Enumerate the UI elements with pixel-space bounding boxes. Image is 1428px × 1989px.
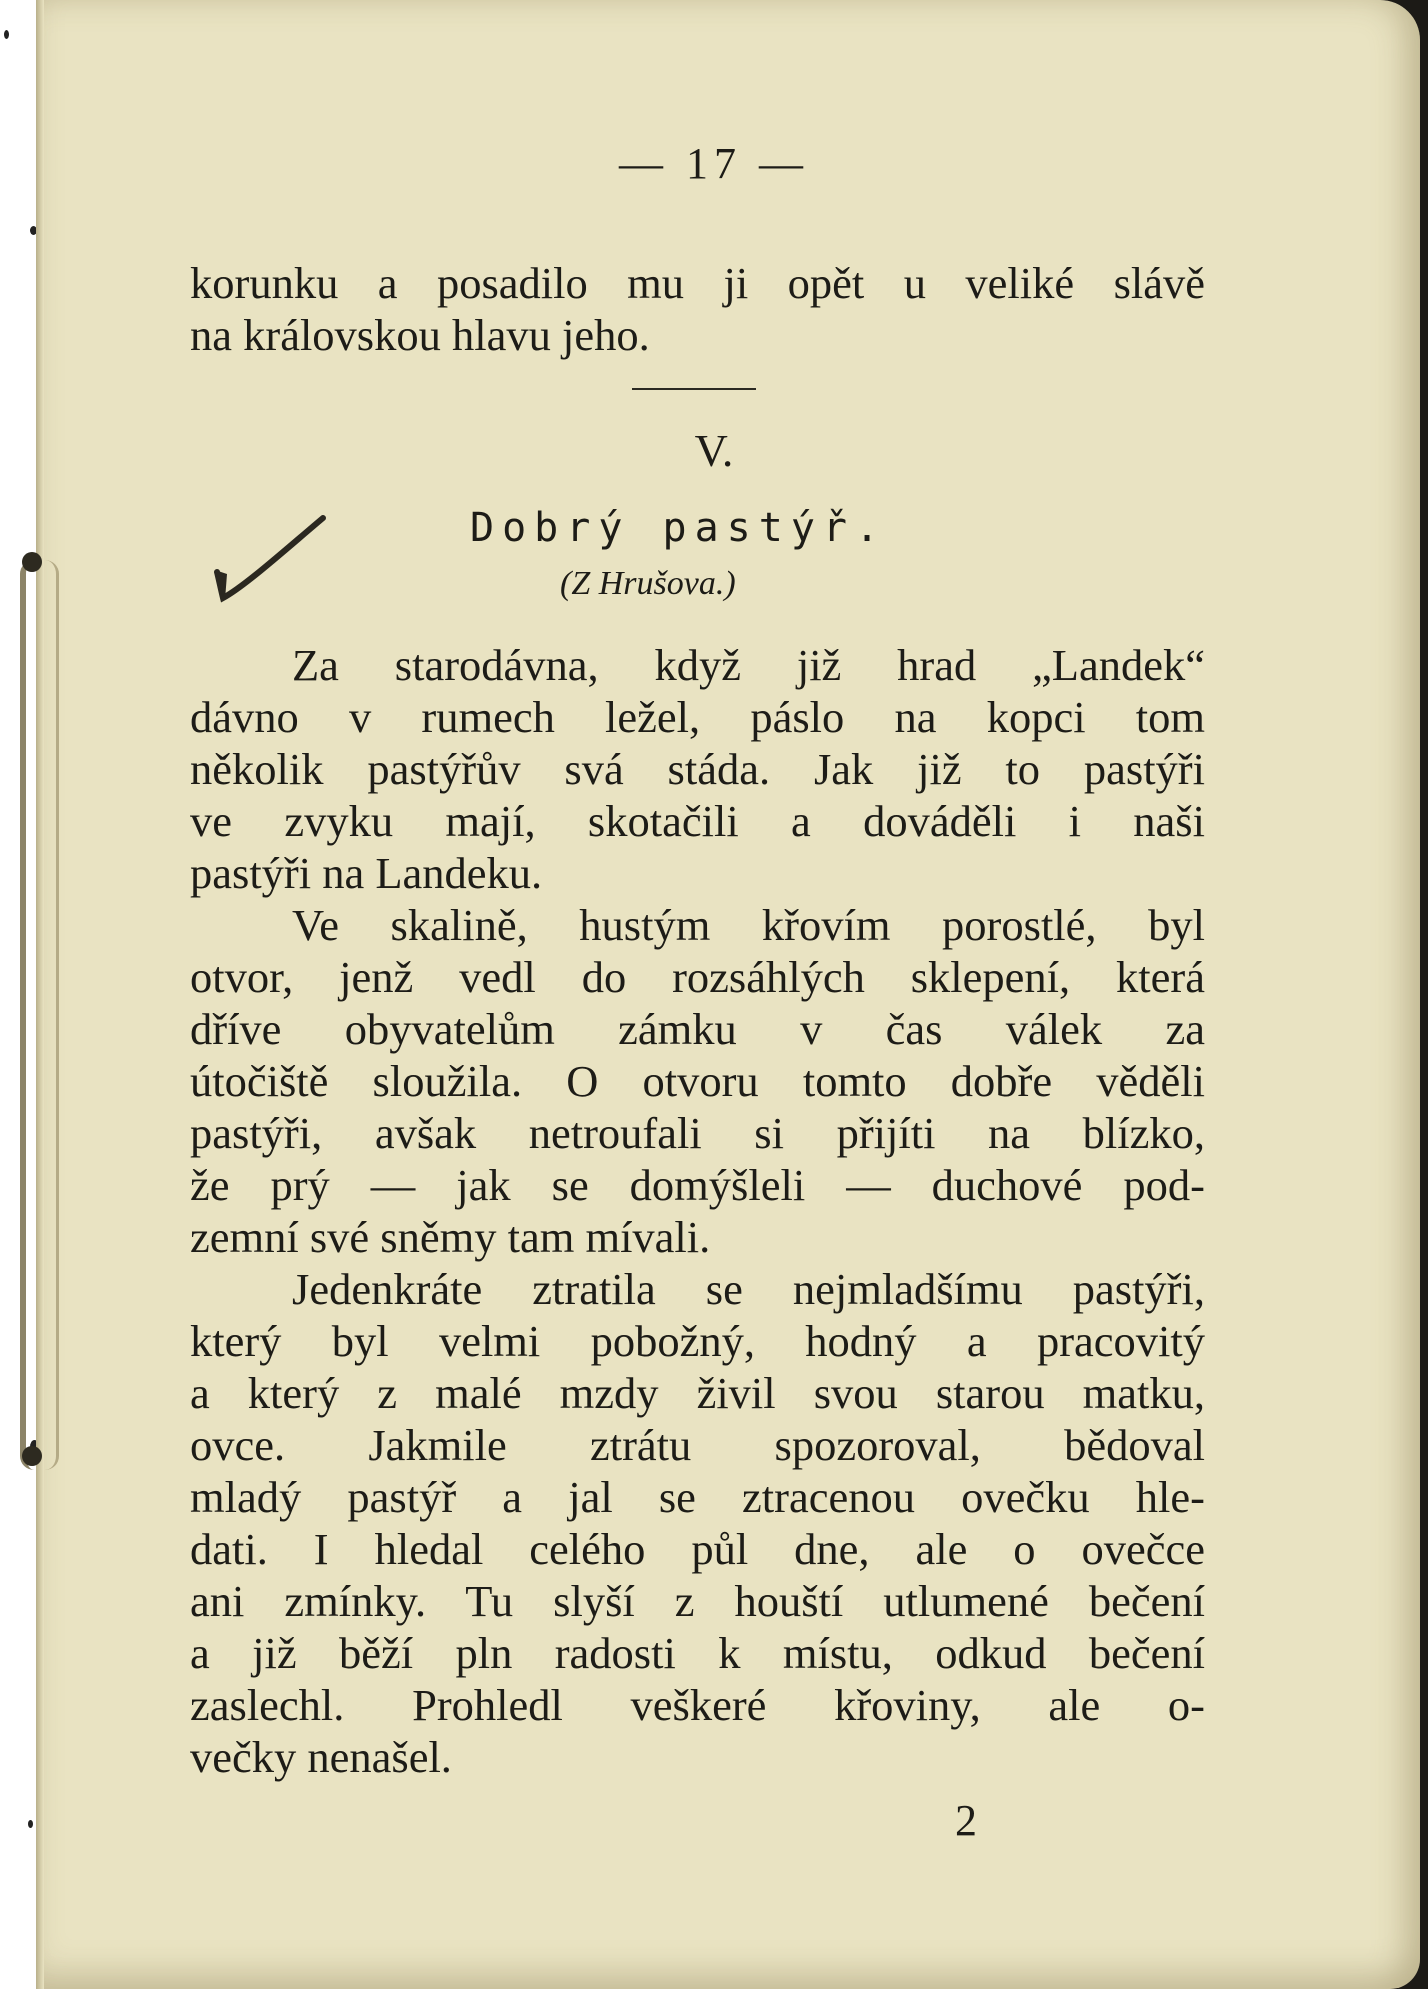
text-line: několik pastýřův svá stáda. Jak již to pastýři (190, 744, 1205, 794)
text-line: a který z malé mzdy živil svou starou matku, (190, 1368, 1205, 1418)
text-line: ani zmínky. Tu slyší z houští utlumené bečení (190, 1576, 1205, 1626)
text-line: Za starodávna, když již hrad „Landek“ (292, 640, 1205, 690)
text-line: ve zvyku mají, skotačili a dováděli i naši (190, 796, 1205, 846)
text-line: a již běží pln radosti k místu, odkud bečení (190, 1628, 1205, 1678)
text-line: pastýři, avšak netroufali si přijíti na blízko, (190, 1108, 1205, 1158)
page-number: — 17 — (619, 139, 809, 188)
text-line: ovce. Jakmile ztrátu spozoroval, bědoval (190, 1420, 1205, 1470)
text-line: otvor, jenž vedl do rozsáhlých sklepení, která (190, 952, 1205, 1002)
text-line: večky nenašel. (190, 1732, 452, 1782)
chapter-number: V. (694, 425, 734, 476)
signature-mark: 2 (955, 1796, 977, 1845)
text-line: na královskou hlavu jeho. (190, 310, 650, 360)
text-line: korunku a posadilo mu ji opět u veliké slávě (190, 258, 1205, 308)
text-line: Ve skalině, hustým křovím porostlé, byl (292, 900, 1205, 950)
text-line: mladý pastýř a jal se ztracenou ovečku hle- (190, 1472, 1205, 1522)
thread-knot-bottom (22, 1446, 42, 1466)
handwritten-checkmark-icon (205, 512, 335, 612)
chapter-title: Dobrý pastýř. (470, 505, 888, 551)
text-line: dříve obyvatelům zámku v čas válek za (190, 1004, 1205, 1054)
text-line: útočiště sloužila. O otvoru tomto dobře věděli (190, 1056, 1205, 1106)
text-line: zaslechl. Prohledl veškeré křoviny, ale o- (190, 1680, 1205, 1730)
chapter-source: (Z Hrušova.) (560, 565, 736, 602)
text-line: dávno v rumech ležel, páslo na kopci tom (190, 692, 1205, 742)
section-divider (632, 388, 756, 390)
text-line: zemní své sněmy tam mívali. (190, 1212, 711, 1262)
text-line: pastýři na Landeku. (190, 848, 543, 898)
thread-knot-top (22, 552, 42, 572)
text-line: Jedenkráte ztratila se nejmladšímu pastýři, (292, 1264, 1205, 1314)
text-line: že prý — jak se domýšleli — duchové pod- (190, 1160, 1205, 1210)
text-line: který byl velmi pobožný, hodný a pracovitý (190, 1316, 1205, 1366)
text-line: dati. I hledal celého půl dne, ale o ovečce (190, 1524, 1205, 1574)
binding-thread (20, 560, 59, 1470)
